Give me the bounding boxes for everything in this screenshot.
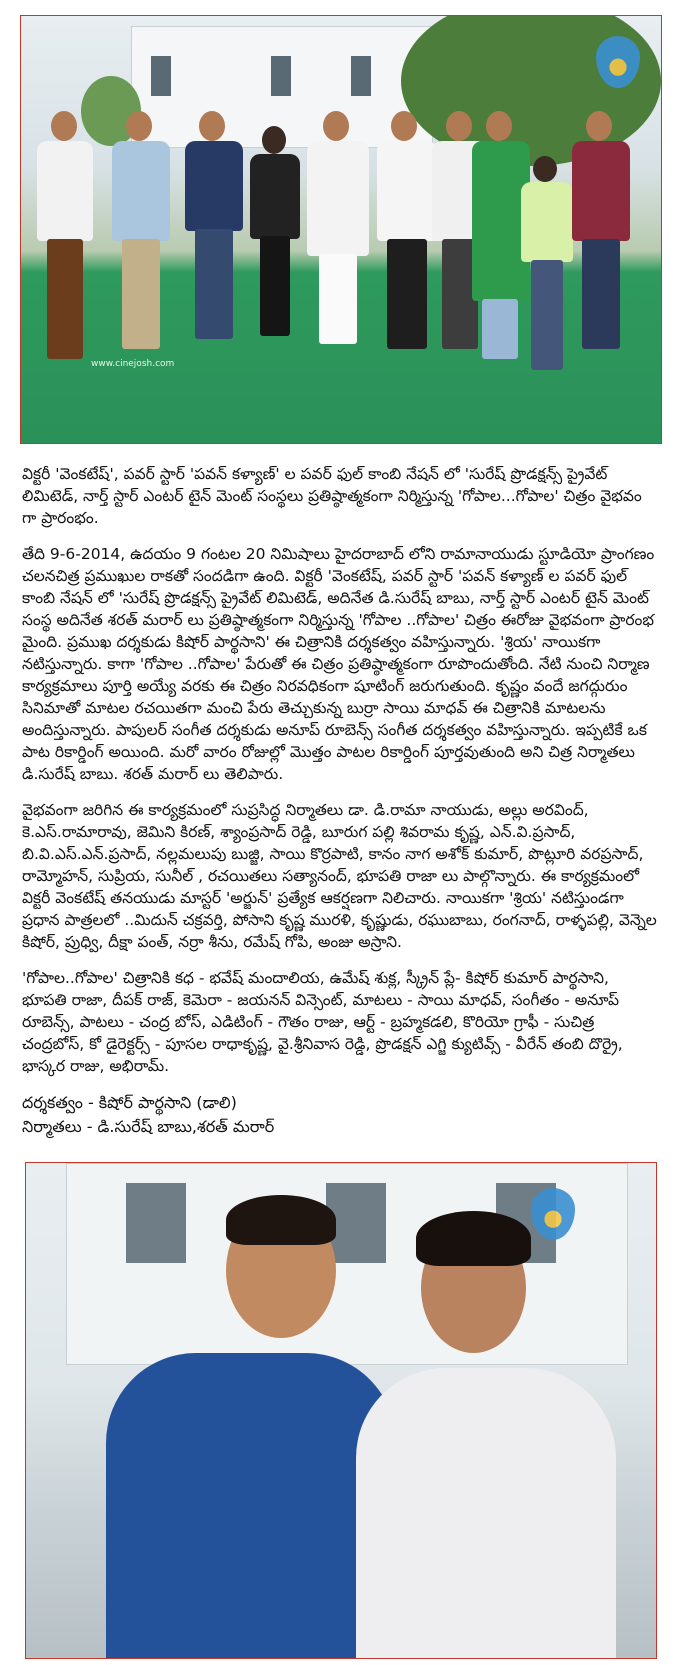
article-intro: విక్టరీ 'వెంకటేష్', పవర్ స్టార్ 'పవన్ కళ్యాణ్' ల పవర్ ఫుల్ కాంబి నేషన్ లో 'సురేష్ ప్రొడక్షన్స్ ప్రైవేట్ లిమిటెడ్, నార్త్ స్టార్ ఎంటర్ టైన్ మెంట్ సంస్థలు ప్రతిష్ఠాత్మకంగా నిర్మిస్తున్న 'గోపాల...గోపాల' చిత్రం వైభవం గా ప్రారంభం. bbox=[22, 465, 642, 527]
article-guests: వైభవంగా జరిగిన ఈ కార్యక్రమంలో సుప్రసిద్ధ నిర్మాతలు డా. డి.రామా నాయుడు, అల్లు అరవింద్, కె.ఎస్.రామారావు, జెమిని కిరణ్, శ్యాంప్రసాద్ రెడ్డి, బూరుగ పల్లి శివరామ కృష్ణ, ఎన్.వి.ప్రసాద్, బి.వి.ఎస్.ఎన్.ప్రసాద్, నల్లమలుపు బుజ్జి, సాయి కొర్రపాటి, కానం నాగ అశోక్ కుమార్, పొట్లూరి వరప్రసాద్, రామ్మోహన్, సుప్రియ, సునీల్ , రచయితలు సత్యానంద్, భూపతి రాజా లు పాల్గొన్నారు. ఈ కార్యక్రమంలో విక్టరీ వెంకటేష్ తనయుడు మాస్టర్ 'అర్జున్' ప్రత్యేక ఆకర్షణగా నిలిచారు. నాయికగా 'శ్రియ' నటిస్తుండగా ప్రధాన పాత్రలలో ..మిదున్ చక్రవర్తి, పోసాని కృష్ణ మురళి, కృష్ణుడు, రఘుబాబు, రంగనాద్, రాళ్ళపల్లి, వెన్నెల కిషోర్, ప్రుధ్వి, దీక్షా పంత్, నర్రా శీను, రమేష్ గోపి, అంజు అస్రాని. bbox=[22, 801, 657, 951]
article-crew: 'గోపాల..గోపాల' చిత్రానికి కధ - భవేష్ మందాలియ, ఉమేష్ శుక్ల, స్క్రీన్ ప్లే- కిషోర్ కుమార్ పార్థసాని, భూపతి రాజా, దీపక్ రాజ్, కెమెరా - జయనన్ విన్సెంట్, మాటలు - సాయి మాధవ్, సంగీతం - అనూప్ రూబెన్స్, పాటలు - చంద్ర బోస్, ఎడిటింగ్ - గౌతం రాజు, ఆర్ట్ - బ్రహ్మకడలి, కొరియో గ్రాఫీ - సుచిత్ర చంద్రబోస్, కో డైరెక్టర్స్ - పూసల రాధాకృష్ణ, వై.శ్రీనివాస రెడ్డి, ప్రొడక్షన్ ఎగ్జి క్యుటివ్స్ - వీరేన్ తంబి దొర్రై, భాస్కర రాజు, అభిరామ్. bbox=[22, 969, 623, 1075]
article-details: తేది 9-6-2014, ఉదయం 9 గంటల 20 నిమిషాలు హైదరాబాద్ లోని రామానాయుడు స్టూడియో ప్రాంగణం చలనచిత్ర ప్రముఖుల రాకతో సందడిగా ఉంది. విక్టరీ 'వెంకటేష్, పవర్ స్టార్ 'పవన్ కళ్యాణ్ ల పవర్ ఫుల్ కాంబి నేషన్ లో 'సురేష్ ప్రొడక్షన్స్ ప్రైవేట్ లిమిటెడ్, అదినేత డి.సురేష్ బాబు, నార్త్ స్టార్ ఎంటర్ టైన్ మెంట్ సంస్థ అదినేత శరత్ మరార్ లు ప్రతిష్ఠాత్మకంగా నిర్మిస్తున్న 'గోపాల ..గోపాల' చిత్రం ఈరోజు వైభవంగా ప్రారంభ మైంది. ప్రముఖ దర్శకుడు కిషోర్ పార్థసాని' ఈ చిత్రానికి దర్శకత్వం వహిస్తున్నారు. 'శ్రియ' నాయికగా నటిస్తున్నారు. కాగా 'గోపాల ..గోపాల' పేరుతో ఈ చిత్రం ప్రతిష్ఠాత్మకంగా రూపొందుతోంది. నేటి నుంచి నిర్మాణ కార్యక్రమాలు పూర్తి అయ్యే వరకు ఈ చిత్రం నిరవధికంగా షూటింగ్ జరుగుతుంది. కృష్ణం వందే జగద్గురుం సినిమాతో మాటల రచయితగా మంచి పేరు తెచ్చుకున్న బుర్రా సాయి మాధవ్ ఈ చిత్రానికి మాటలను అందిస్తున్నారు. పాపులర్ సంగీత దర్శకుడు అనూప్ రూబెన్స్ సంగీత దర్శకత్వం వహిస్తున్నారు. ఇప్పటికే ఒక పాట రికార్డింగ్ అయింది. మరో వారం రోజుల్లో మొత్తం పాటల రికార్డింగ్ పూర్తవుతుంది అని చిత్ర నిర్మాతలు డి.సురేష్ బాబు. శరత్ మరార్ లు తెలిపారు. bbox=[22, 545, 655, 783]
director-credit: దర్శకత్వం - కిషోర్ పార్థసాని (డాలి) bbox=[22, 1093, 237, 1112]
producers-credit: నిర్మాతలు - డి.సురేష్ బాబు,శరత్ మరార్ bbox=[22, 1117, 275, 1136]
group-photo bbox=[20, 15, 662, 444]
stars-photo bbox=[25, 1162, 657, 1659]
article-body bbox=[22, 463, 658, 1139]
photo-watermark: www.cinejosh.com bbox=[91, 359, 175, 369]
